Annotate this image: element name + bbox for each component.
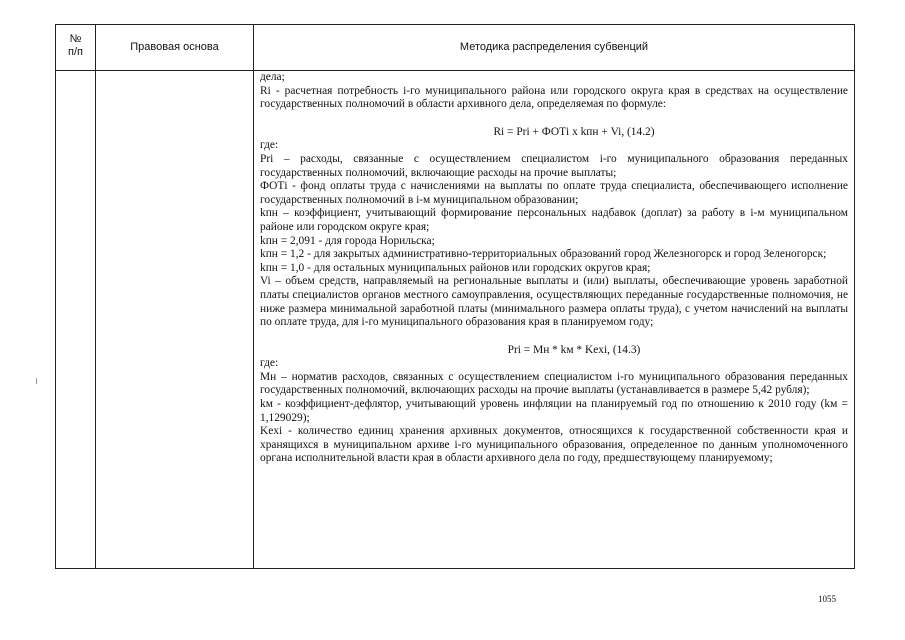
methodology-paragraph: kпн = 1,0 - для остальных муниципальных районов или городских округов края; (260, 261, 651, 274)
methodology-paragraph: Vi – объем средств, направляемый на региональные выплаты и (или) выплаты, обеспечивающие уровень заработной платы специалистов органов местного самоуправления, осуществляющих переданные государственные полномочия, не ниже размера минимальной заработной платы (минимального размера оплаты труда), с учетом начислений на выплаты по оплате труда, для i-го муниципального образования края в планируемом году; (260, 275, 848, 329)
methodology-paragraph: Kexi - количество единиц хранения архивных документов, относящихся к государственной собственности края и хранящихся в муниципальном архиве i-го муниципального образования, определенное по данным уполномоченного органа исполнительной власти края в области архивного дела по году, предшествующему планируемому; (260, 425, 848, 465)
header-cell-legal-basis (96, 25, 254, 70)
methodology-paragraph: Pri – расходы, связанные с осуществлением специалистом i-го муниципального образования переданных государственных полномочий, включающие расходы на прочие выплаты; (260, 152, 848, 179)
margin-mark (36, 378, 37, 384)
header-number-line2: п/п (68, 46, 83, 58)
header-methodology-label: Методика распределения субвенций (459, 41, 649, 53)
page-number: 1055 (818, 594, 836, 604)
formula: Pri = Мн * kм * Kexi, (14.3) (507, 343, 641, 356)
methodology-table (55, 24, 855, 569)
body-cell-number (56, 71, 96, 568)
paragraph-gap (260, 330, 848, 344)
methodology-paragraph: где: (260, 139, 279, 152)
table-body-row (56, 71, 854, 568)
table-header-row (56, 25, 854, 71)
methodology-paragraph: Ri - расчетная потребность i-го муниципального района или городского округа края в средствах на осуществление государственных полномочий в области архивного дела, определяемая по формуле: (260, 84, 848, 111)
body-cell-methodology (260, 71, 848, 568)
header-cell-methodology (254, 25, 854, 70)
methodology-paragraph: ФОТi - фонд оплаты труда с начислениями на выплаты по оплате труда специалиста, обеспечивающего исполнение государственных полномочий в i-м муниципальном образовании; (260, 180, 848, 206)
header-number-line1: № (69, 33, 82, 45)
header-number-label (56, 33, 95, 59)
methodology-paragraph: Мн – норматив расходов, связанных с осуществлением специалистом i-го муниципального образования переданных государственных полномочий, включающих расходы на прочие выплаты (устанавливается в размере 5,42 рубля); (260, 370, 848, 397)
methodology-paragraph: kпн – коэффициент, учитывающий формирование персональных надбавок (доплат) за работу в i-м муниципальном районе или городском округе края; (260, 207, 848, 233)
methodology-paragraph: kпн = 2,091 - для города Норильска; (260, 234, 435, 247)
header-legal-basis-label: Правовая основа (130, 41, 219, 53)
body-cell-legal-basis (96, 71, 254, 568)
methodology-paragraph: kм - коэффициент-дефлятор, учитывающий уровень инфляции на планируемый год по отношению к 2010 году (kм = 1,129029); (260, 398, 848, 424)
methodology-paragraph: где: (260, 357, 279, 370)
methodology-paragraph: дела; (260, 71, 285, 83)
formula: Ri = Pri + ФОТi x kпн + Vi, (14.2) (493, 125, 655, 138)
header-cell-number (56, 25, 96, 70)
paragraph-gap (260, 112, 848, 126)
methodology-paragraph: kпн = 1,2 - для закрытых административно-территориальных образований город Железногорск и город Зеленогорск; (260, 248, 827, 261)
